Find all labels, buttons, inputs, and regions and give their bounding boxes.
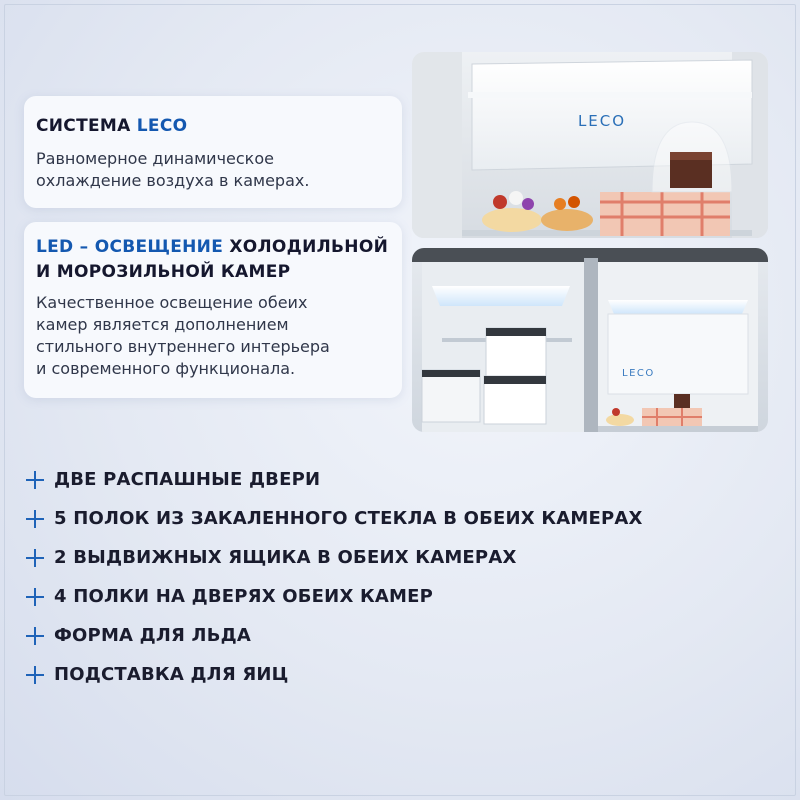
feature-item [26,577,643,616]
feature-item [26,499,643,538]
plus-icon [26,510,44,528]
title-plain: ХОЛОДИЛЬНОЙ [223,237,389,257]
plus-icon [26,588,44,606]
title-plain: И МОРОЗИЛЬНОЙ КАМЕР [36,262,291,282]
fridge-leco-illustration [412,52,768,238]
title-plain: СИСТЕМА [36,116,137,136]
description-line: охлаждение воздуха в камерах. [36,171,310,190]
fridge-interior-photo-leco [412,52,768,238]
feature-text: 2 ВЫДВИЖНЫХ ЯЩИКА В ОБЕИХ КАМЕРАХ [54,547,517,568]
feature-text: ФОРМА ДЛЯ ЛЬДА [54,625,251,646]
feature-item [26,460,643,499]
feature-item [26,655,643,694]
description-line: Равномерное динамическое [36,149,274,168]
features-list [26,460,643,694]
leco-logo-text: LECO [577,112,627,130]
leco-system-card [24,96,402,208]
feature-text: 5 ПОЛОК ИЗ ЗАКАЛЕННОГО СТЕКЛА В ОБЕИХ КАМЕРАХ [54,508,643,529]
feature-text: ПОДСТАВКА ДЛЯ ЯИЦ [54,664,289,685]
description-line: стильного внутреннего интерьера [36,337,330,356]
plus-icon [26,666,44,684]
feature-item [26,538,643,577]
led-lighting-card [24,222,402,398]
description-line: Качественное освещение обеих [36,293,308,312]
description-line: камер является дополнением [36,315,289,334]
fridge-interior-photo-led [412,248,768,432]
leco-logo-text: LECO [622,368,655,379]
leco-system-description [36,148,392,192]
fridge-led-illustration [412,248,768,432]
plus-icon [26,471,44,489]
description-line: и современного функционала. [36,359,296,378]
plus-icon [26,549,44,567]
plus-icon [26,627,44,645]
led-lighting-description [36,292,392,380]
title-highlight: LECO [136,116,188,136]
feature-text: ДВЕ РАСПАШНЫЕ ДВЕРИ [54,469,321,490]
feature-item [26,616,643,655]
feature-text: 4 ПОЛКИ НА ДВЕРЯХ ОБЕИХ КАМЕР [54,586,434,607]
title-highlight: LED – ОСВЕЩЕНИЕ [36,237,224,257]
leco-system-title [36,114,390,139]
led-lighting-title [36,235,390,285]
